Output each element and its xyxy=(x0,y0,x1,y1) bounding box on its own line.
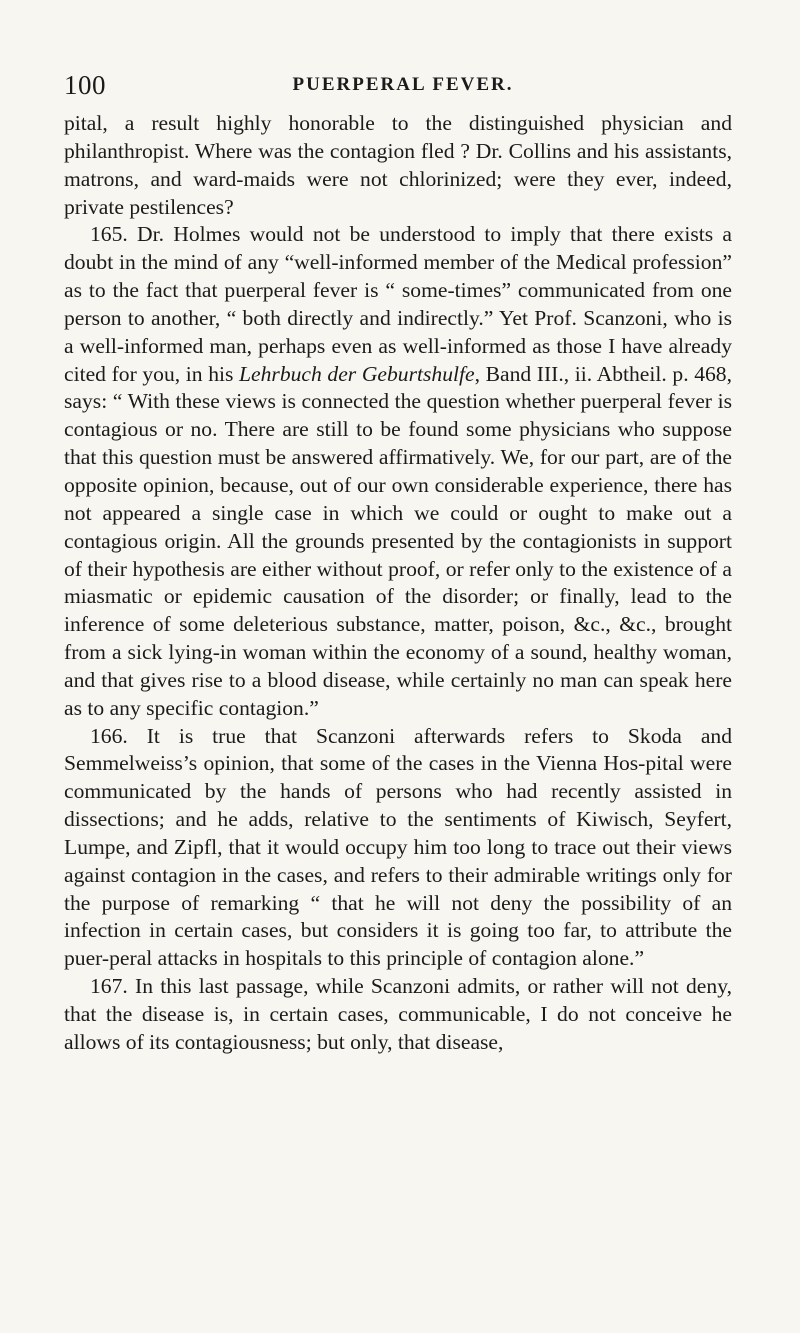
paragraph-165-text-after: , Band III., ii. Abtheil. p. 468, says: “ With these views is connected the question whether puerperal fever is contagious or no. There are still to be found some physicians who suppose that this question must be answered affirmatively. We, for our part, are of the opposite opinion, because, out of our own considerable experience, there has not appeared a single case in which we could or ought to make out a contagious origin. All the grounds presented by the contagionists in support of their hypothesis are either without proof, or refer only to the existence of a miasmatic or epidemic causation of the disorder; or finally, lead to the inference of some deleterious substance, matter, poison, &c., &c., brought from a sick lying-in woman within the economy of a sound, healthy woman, and that gives rise to a blood disease, while certainly no man can speak here as to any specific contagion.” xyxy=(64,361,732,720)
paragraph-continuation: pital, a result highly honorable to the distinguished physician and philanthropist. Where was the contagion fled ? Dr. Collins and his assistants, matrons, and ward-maids were not chlorinized; were they ever, indeed, private pestilences? xyxy=(64,111,732,219)
book-page xyxy=(64,70,732,1057)
body-text xyxy=(64,110,732,1057)
page-number: 100 xyxy=(64,70,106,100)
paragraph-165 xyxy=(64,221,732,722)
book-title-italic: Lehrbuch der Geburtshulfe xyxy=(239,361,475,386)
running-title: PUERPERAL FEVER. xyxy=(292,74,514,95)
paragraph-166: 166. It is true that Scanzoni afterwards refers to Skoda and Semmelweiss’s opinion, that some of the cases in the Vienna Hos-pital were communicated by the hands of persons who had recently assisted in dissections; and he adds, relative to the sentiments of Kiwisch, Seyfert, Lumpe, and Zipfl, that it would occupy him too long to trace out their views against contagion in the cases, and refers to their admirable writings only for the purpose of remarking “ that he will not deny the possibility of an infection in certain cases, but considers it is going too far, to attribute the puer-peral attacks in hospitals to this principle of contagion alone.” xyxy=(64,723,732,971)
paragraph-165-text-before: 165. Dr. Holmes would not be understood to imply that there exists a doubt in the mind of any “well-informed member of the Medical profession” as to the fact that puerperal fever is “ some-times” communicated from one person to another, “ both directly and indirectly.” Yet Prof. Scanzoni, who is a well-informed man, perhaps even as well-informed as those I have already cited for you, in his xyxy=(64,222,732,386)
paragraph-167: 167. In this last passage, while Scanzoni admits, or rather will not deny, that the disease is, in certain cases, communicable, I do not conceive he allows of its contagiousness; but only, that disease, xyxy=(64,974,732,1054)
page-header xyxy=(64,70,732,104)
